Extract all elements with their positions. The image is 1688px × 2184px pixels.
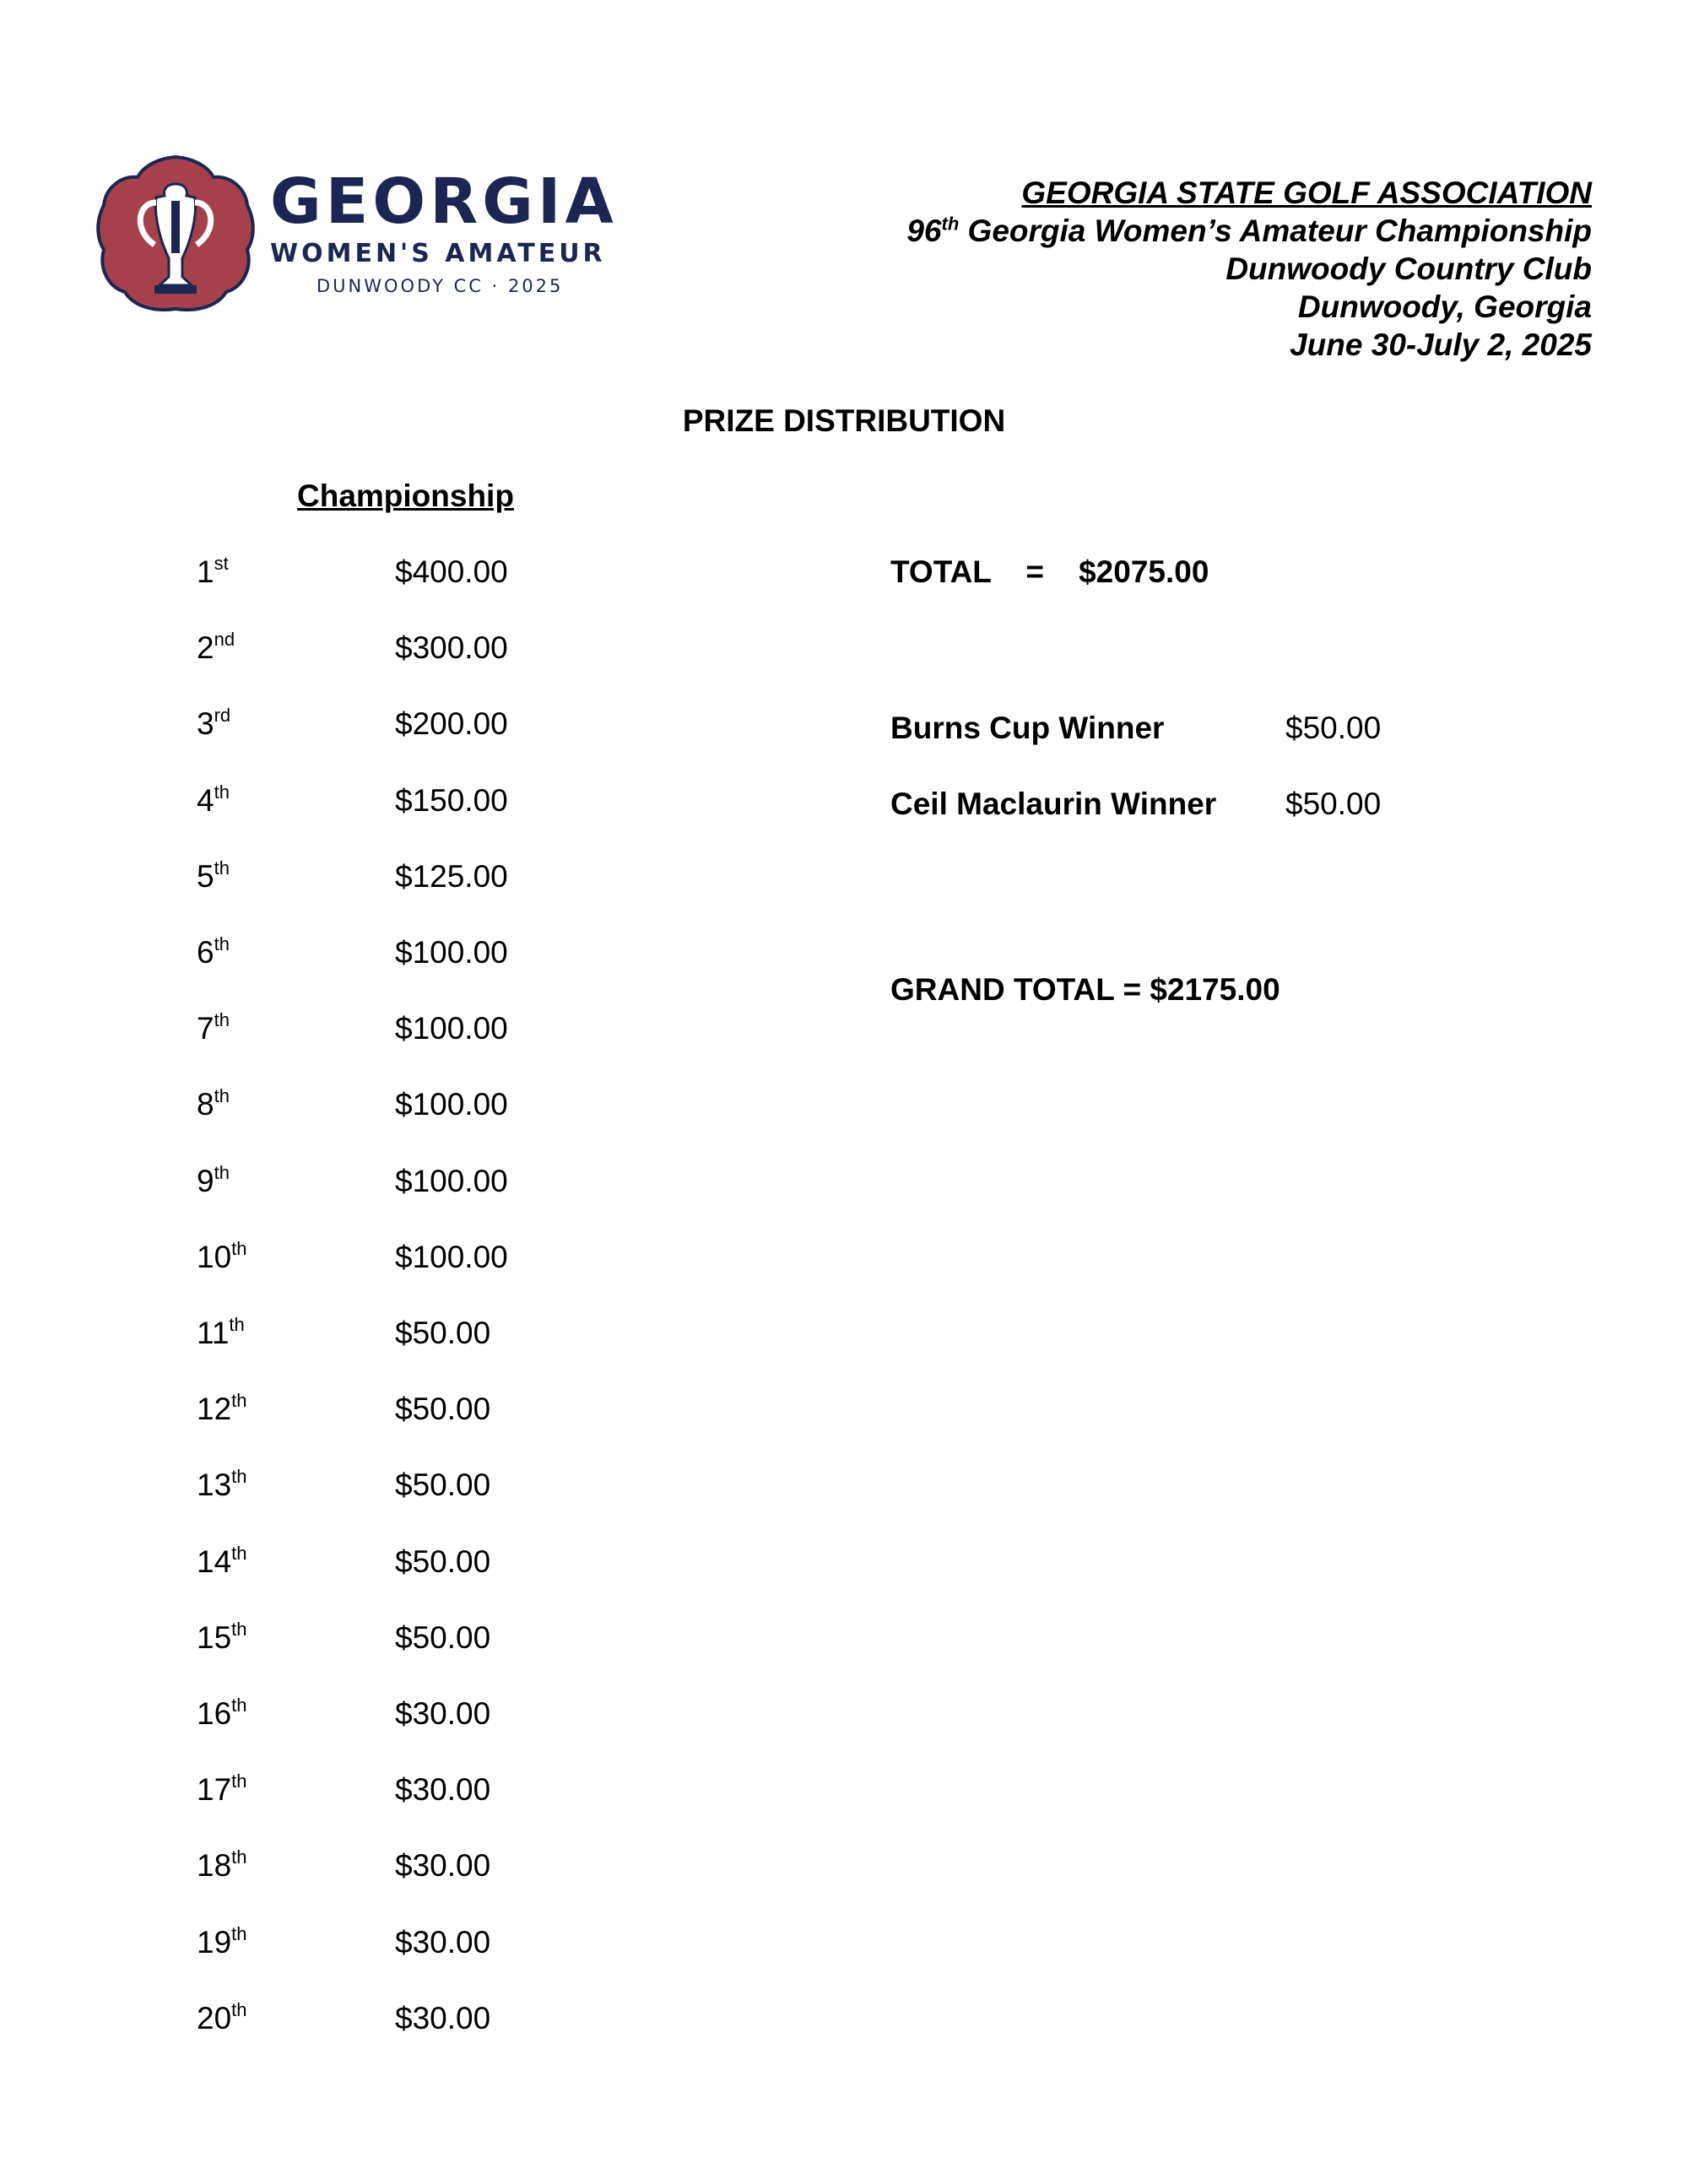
total-equals: = [1025, 554, 1044, 589]
place-number: 4 [197, 783, 214, 818]
event-location: Dunwoody, Georgia [1297, 289, 1592, 324]
prize-amount: $100.00 [395, 1164, 508, 1198]
prize-place [197, 1239, 247, 1276]
prize-amount: $50.00 [395, 1316, 491, 1350]
place-suffix: th [231, 1619, 247, 1640]
logo-venue: DUNWOODY CC · 2025 [316, 276, 564, 296]
prize-amount: $400.00 [395, 554, 508, 589]
prize-amount: $30.00 [395, 1772, 491, 1807]
place-suffix: th [214, 857, 230, 878]
prize-amount: $30.00 [395, 1925, 491, 1960]
place-number: 14 [197, 1544, 232, 1579]
place-suffix: st [214, 553, 229, 574]
place-suffix: th [214, 933, 230, 954]
club-name: Dunwoody Country Club [1225, 251, 1592, 286]
place-number: 6 [197, 935, 214, 970]
place-number: 18 [197, 1848, 232, 1883]
place-number: 17 [197, 1772, 232, 1807]
place-suffix: th [231, 1695, 247, 1716]
place-suffix: th [214, 1162, 230, 1183]
prize-place [197, 1163, 230, 1200]
prize-amount: $100.00 [395, 1087, 508, 1122]
place-suffix: th [214, 781, 230, 803]
place-number: 7 [197, 1011, 214, 1046]
logo-subtitle: WOMEN'S AMATEUR [270, 239, 606, 268]
prize-place [197, 858, 230, 895]
prize-place [197, 1391, 247, 1428]
place-number: 9 [197, 1164, 214, 1198]
prize-amount: $100.00 [395, 935, 508, 970]
place-suffix: th [229, 1314, 245, 1335]
place-number: 16 [197, 1696, 232, 1731]
event-name: Georgia Women’s Amateur Championship [959, 214, 1592, 248]
trophy-emblem-logo [95, 150, 256, 315]
place-suffix: th [214, 1009, 230, 1030]
award-amount: $50.00 [1285, 711, 1382, 745]
prize-amount: $30.00 [395, 1848, 491, 1883]
prize-amount: $50.00 [395, 1544, 491, 1579]
place-number: 11 [197, 1316, 230, 1350]
trophy-icon [95, 150, 256, 315]
prize-amount: $100.00 [395, 1240, 508, 1274]
place-number: 3 [197, 706, 214, 741]
prize-amount: $300.00 [395, 630, 508, 665]
event-dates: June 30-July 2, 2025 [1290, 327, 1592, 362]
prize-amount: $150.00 [395, 783, 508, 818]
place-suffix: rd [214, 705, 231, 726]
total-label: TOTAL [890, 554, 992, 589]
logo-wordmark [270, 165, 633, 297]
prize-place [197, 2000, 247, 2037]
event-header [906, 174, 1592, 364]
place-suffix: th [231, 1390, 247, 1411]
event-suffix: th [941, 213, 960, 235]
place-number: 19 [197, 1925, 232, 1960]
event-title [906, 212, 1592, 250]
prize-place [197, 1086, 230, 1123]
prize-amount: $200.00 [395, 706, 508, 741]
championship-heading: Championship [297, 478, 514, 513]
place-suffix: th [231, 1770, 247, 1792]
place-number: 13 [197, 1468, 232, 1502]
place-number: 20 [197, 2001, 232, 2035]
place-suffix: th [231, 1999, 247, 2020]
prize-place [197, 705, 230, 743]
place-suffix: th [231, 1238, 247, 1259]
prize-amount: $30.00 [395, 1696, 491, 1731]
place-number: 12 [197, 1392, 232, 1426]
prize-place [197, 934, 230, 971]
total-line [890, 554, 1209, 591]
prize-place [197, 1543, 247, 1581]
place-suffix: th [231, 1543, 247, 1564]
place-number: 15 [197, 1620, 232, 1655]
event-number: 96 [906, 214, 942, 248]
place-number: 2 [197, 630, 214, 665]
prize-place [197, 554, 229, 591]
prize-place [197, 1924, 247, 1961]
place-suffix: th [231, 1846, 247, 1868]
award-label: Burns Cup Winner [890, 711, 1165, 745]
place-suffix: th [231, 1466, 247, 1487]
place-number: 1 [197, 554, 214, 589]
prize-place [197, 1315, 245, 1352]
place-suffix: th [214, 1085, 230, 1106]
prize-place [197, 1619, 247, 1657]
total-amount: $2075.00 [1079, 554, 1209, 589]
award-label: Ceil Maclaurin Winner [890, 787, 1217, 821]
prize-amount: $125.00 [395, 859, 508, 894]
organization-name: GEORGIA STATE GOLF ASSOCIATION [1021, 176, 1592, 210]
prize-place [197, 1010, 230, 1047]
grand-total: GRAND TOTAL = $2175.00 [890, 972, 1280, 1007]
prize-place [197, 630, 235, 667]
place-number: 10 [197, 1240, 232, 1274]
place-number: 5 [197, 859, 214, 894]
prize-amount: $100.00 [395, 1011, 508, 1046]
prize-place [197, 1847, 247, 1884]
award-amount: $50.00 [1285, 787, 1382, 821]
prize-amount: $50.00 [395, 1468, 491, 1502]
prize-place [197, 1467, 247, 1504]
prize-place [197, 782, 230, 819]
page-title: PRIZE DISTRIBUTION [682, 403, 1006, 438]
place-suffix: nd [214, 629, 235, 650]
prize-place [197, 1695, 247, 1733]
place-suffix: th [231, 1923, 247, 1944]
logo-title: GEORGIA [270, 165, 618, 238]
prize-place [197, 1771, 247, 1808]
prize-amount: $30.00 [395, 2001, 491, 2035]
place-number: 8 [197, 1087, 214, 1122]
prize-amount: $50.00 [395, 1392, 491, 1426]
prize-amount: $50.00 [395, 1620, 491, 1655]
